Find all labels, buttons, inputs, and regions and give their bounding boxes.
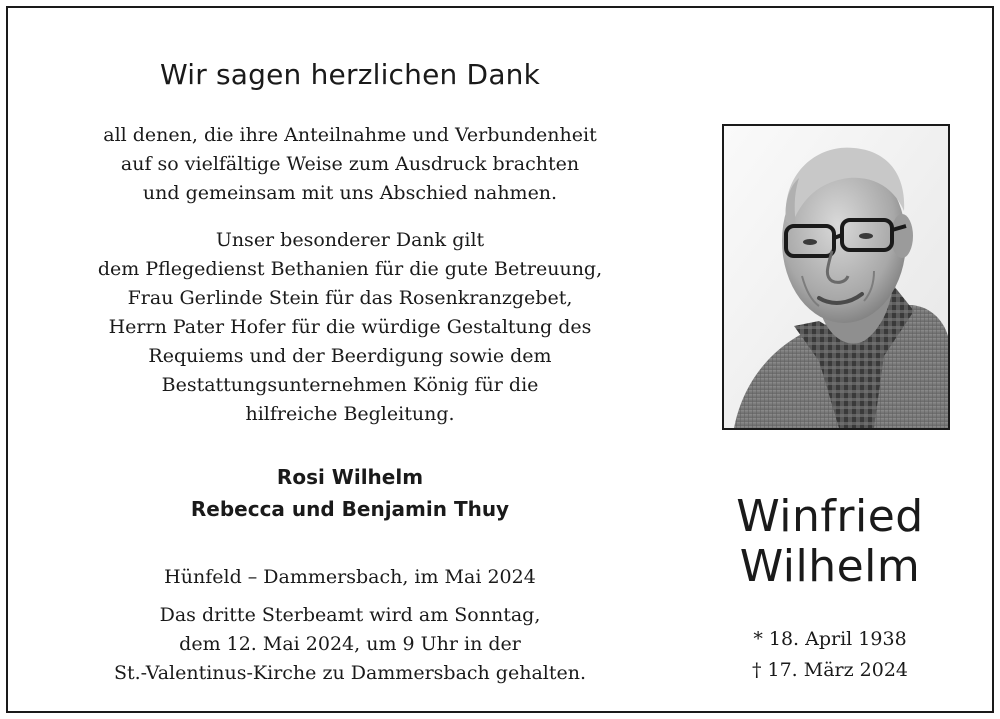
deceased-first-name: Winfried: [736, 491, 924, 542]
service-announcement: [40, 601, 660, 688]
service-line: Das dritte Sterbeamt wird am Sonntag,: [159, 604, 541, 626]
special-thanks-line: Frau Gerlinde Stein für das Rosenkranzgebet,: [127, 287, 573, 309]
notice-heading: Wir sagen herzlichen Dank: [159, 58, 541, 91]
service-line: St.-Valentinus-Kirche zu Dammersbach gehalten.: [113, 662, 587, 684]
death-date: † 17. März 2024: [751, 659, 909, 681]
mourner-name: Rosi Wilhelm: [276, 465, 424, 489]
life-dates: [690, 624, 970, 686]
special-thanks-line: hilfreiche Begleitung.: [245, 403, 455, 425]
thanks-paragraph: [40, 121, 660, 208]
special-thanks-line: Requiems und der Beerdigung sowie dem: [148, 345, 552, 367]
special-thanks-line: Unser besonderer Dank gilt: [215, 229, 485, 251]
thanks-line: all denen, die ihre Anteilnahme und Verbundenheit: [103, 124, 597, 146]
special-thanks-line: dem Pflegedienst Bethanien für die gute Betreuung,: [97, 258, 603, 280]
mourners-list: [40, 461, 660, 525]
thanks-line: auf so vielfältige Weise zum Ausdruck brachten: [120, 153, 580, 175]
place-date-text: Hünfeld – Dammersbach, im Mai 2024: [164, 566, 536, 588]
mourner-name: Rebecca und Benjamin Thuy: [190, 497, 510, 521]
birth-date: * 18. April 1938: [753, 628, 907, 650]
deceased-name: [690, 492, 970, 592]
special-thanks-paragraph: [40, 226, 660, 429]
thanks-line: und gemeinsam mit uns Abschied nahmen.: [142, 182, 558, 204]
service-line: dem 12. Mai 2024, um 9 Uhr in der: [179, 633, 521, 655]
special-thanks-line: Herrn Pater Hofer für die würdige Gestaltung des: [108, 316, 592, 338]
place-date: [40, 563, 660, 592]
special-thanks-line: Bestattungsunternehmen König für die: [161, 374, 539, 396]
deceased-last-name: Wilhelm: [739, 541, 921, 592]
portrait-photo-icon: [722, 124, 950, 430]
